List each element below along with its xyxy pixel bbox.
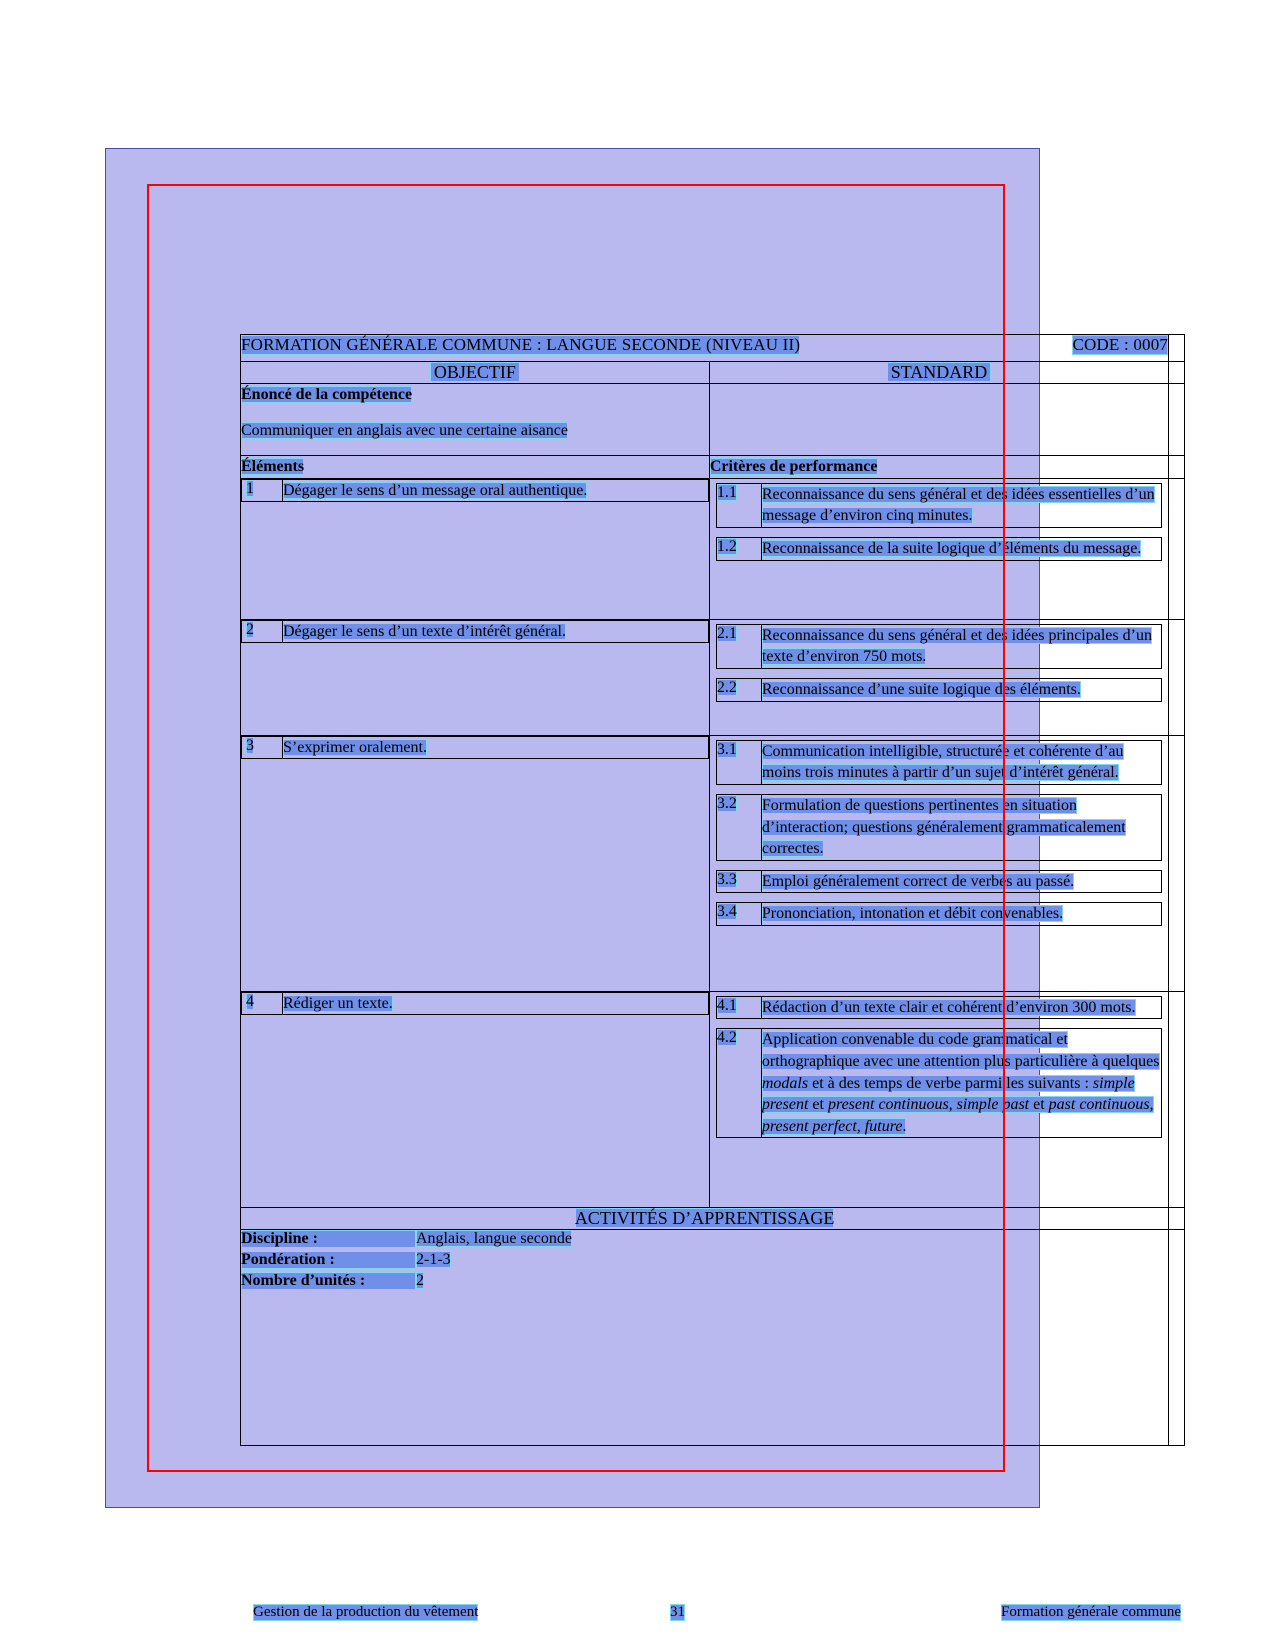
criteria-cell-2 [709, 619, 1168, 735]
criterion-text-3-3: Emploi généralement correct de verbes au passé. [761, 870, 1161, 893]
competence-text-line [241, 420, 709, 442]
criterion-number-2-2: 2.2 [716, 678, 761, 701]
info-cell [241, 1229, 1169, 1445]
criterion-1-1 [710, 479, 1168, 533]
document-code: CODE : 0007 [1072, 335, 1169, 354]
document-title-cell [241, 335, 1169, 362]
column-header-row [241, 362, 1185, 384]
competence-standard-cell [709, 384, 1168, 456]
activities-heading: ACTIVITÉS D’APPRENTISSAGE [574, 1207, 835, 1228]
table-row [241, 619, 1185, 735]
criterion-text-3-4: Prononciation, intonation et débit convenables. [761, 903, 1161, 926]
competence-gap2 [241, 441, 709, 455]
competence-gap [241, 406, 709, 420]
criterion-number-1-1: 1.1 [716, 483, 761, 527]
unites-value: 2 [416, 1271, 424, 1289]
criterion-number-3-1: 3.1 [716, 740, 761, 784]
criterion-3-1 [710, 736, 1168, 790]
elements-heading: Éléments [241, 458, 305, 476]
element-cell-2 [241, 619, 710, 735]
info-line-unites [241, 1272, 1168, 1290]
criterion-text-1-1: Reconnaissance du sens général et des idées essentielles d’un message d’environ cinq minutes. [761, 483, 1161, 527]
title-spacer-cell [1169, 335, 1185, 362]
criterion-3-2 [710, 790, 1168, 866]
activities-row [241, 1207, 1185, 1229]
criterion-number-1-2: 1.2 [716, 537, 761, 560]
footer-page-number: 31 [670, 1604, 685, 1620]
standard-header-cell [709, 362, 1168, 384]
criterion-number-3-2: 3.2 [716, 794, 761, 860]
element-number-3: 3 [242, 736, 283, 759]
row-spacer-cell-3 [1169, 735, 1185, 991]
ponderation-value: 2-1-3 [416, 1250, 451, 1268]
competence-row [241, 384, 1185, 456]
criterion-text-4-2-rich: Application convenable du code grammatical et orthographique avec une attention plus particulière à quelques modals et à des temps de verbe parmi les suivants : simple present et present continuous, simple past et past continuous, present perfect, future. [761, 1031, 1160, 1135]
competence-cell [241, 384, 710, 456]
footer-right: Formation générale commune [1001, 1604, 1181, 1620]
element-number-2: 2 [242, 620, 283, 643]
criterion-2-1 [710, 620, 1168, 674]
info-line-discipline [241, 1230, 1168, 1248]
competence-spacer-cell [1169, 384, 1185, 456]
table-title-row [241, 335, 1185, 362]
element-cell-4 [241, 991, 710, 1207]
criteria-cell-4 [709, 991, 1168, 1207]
element-text-2: Dégager le sens d’un texte d’intérêt général. [283, 620, 709, 643]
element-cell-3 [241, 735, 710, 991]
criterion-number-4-2: 4.2 [716, 1029, 761, 1138]
document-page [105, 148, 1181, 1620]
competence-heading: Énoncé de la compétence [241, 386, 413, 403]
criterion-number-4-1: 4.1 [716, 996, 761, 1019]
elements-heading-cell [241, 456, 710, 479]
criterion-4-1 [710, 992, 1168, 1025]
criterion-number-3-4: 3.4 [716, 903, 761, 926]
activities-heading-cell [241, 1207, 1169, 1229]
element-text-1: Dégager le sens d’un message oral authentique. [283, 479, 709, 502]
subheading-spacer-cell [1169, 456, 1185, 479]
discipline-value: Anglais, langue seconde [416, 1229, 572, 1247]
subheading-row [241, 456, 1185, 479]
criteria-cell-1 [709, 478, 1168, 619]
element-number-4: 4 [242, 992, 283, 1015]
objectif-header-cell [241, 362, 710, 384]
criteria-cell-3 [709, 735, 1168, 991]
row-spacer-cell-2 [1169, 619, 1185, 735]
criterion-text-4-1: Rédaction d’un texte clair et cohérent d’environ 300 mots. [761, 996, 1161, 1019]
table-row [241, 991, 1185, 1207]
element-number-1: 1 [242, 479, 283, 502]
criterion-1-2 [710, 533, 1168, 566]
table-row [241, 735, 1185, 991]
criterion-2-2 [710, 674, 1168, 707]
unites-label: Nombre d’unités : [241, 1272, 416, 1290]
info-row [241, 1229, 1185, 1445]
criterion-text-3-1: Communication intelligible, structurée et cohérente d’au moins trois minutes à partir d’un sujet d’intérêt général. [761, 740, 1161, 784]
criterion-text-2-2: Reconnaissance d’une suite logique des éléments. [761, 678, 1161, 701]
criterion-3-4 [710, 898, 1168, 931]
element-cell-1 [241, 478, 710, 619]
header-spacer-cell [1169, 362, 1185, 384]
ponderation-label: Pondération : [241, 1251, 416, 1269]
criterion-4-2 [710, 1024, 1168, 1143]
criteres-heading-cell [709, 456, 1168, 479]
criterion-number-3-3: 3.3 [716, 870, 761, 893]
element-text-4: Rédiger un texte. [283, 992, 709, 1015]
competence-heading-line [241, 384, 709, 406]
competence-text: Communiquer en anglais avec une certaine aisance [241, 421, 568, 439]
standard-header: STANDARD [887, 362, 992, 382]
criterion-text-1-2: Reconnaissance de la suite logique d’éléments du message. [761, 537, 1161, 560]
row-spacer-cell-4 [1169, 991, 1185, 1207]
criterion-number-2-1: 2.1 [716, 624, 761, 668]
table-row [241, 478, 1185, 619]
competency-table [240, 334, 1185, 1446]
footer-left: Gestion de la production du vêtement [253, 1604, 479, 1620]
criterion-text-2-1: Reconnaissance du sens général et des idées principales d’un texte d’environ 750 mots. [761, 624, 1161, 668]
criterion-3-3 [710, 866, 1168, 899]
objectif-header: OBJECTIF [430, 362, 520, 382]
document-title: FORMATION GÉNÉRALE COMMUNE : LANGUE SECONDE (NIVEAU II) [241, 335, 801, 354]
criteres-heading: Critères de performance [709, 458, 878, 476]
activities-spacer-cell [1169, 1207, 1185, 1229]
criterion-text-4-2 [761, 1029, 1161, 1138]
info-spacer-cell [1169, 1229, 1185, 1445]
info-line-ponderation [241, 1251, 1168, 1269]
criterion-text-3-2: Formulation de questions pertinentes en situation d’interaction; questions généralement grammaticalement correctes. [761, 794, 1161, 860]
discipline-label: Discipline : [241, 1230, 416, 1248]
element-text-3: S’exprimer oralement. [283, 736, 709, 759]
row-spacer-cell-1 [1169, 478, 1185, 619]
